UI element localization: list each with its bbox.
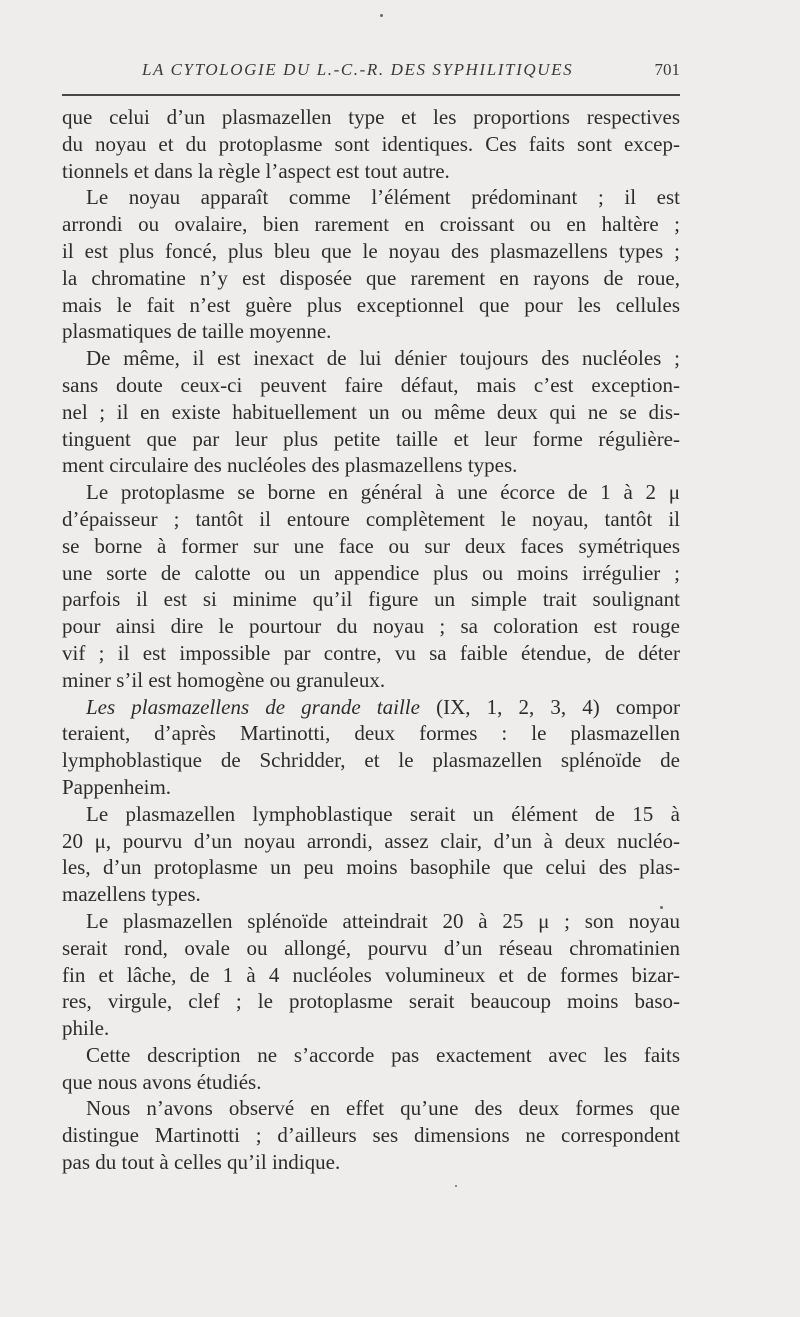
text-line: phile. (62, 1016, 110, 1041)
text-line: serait rond, ovale ou allongé, pourvu d’un réseau chromatinien (62, 935, 680, 960)
text-line: mazellens types. (62, 882, 201, 907)
text-line: teraient, d’après Martinotti, deux formes : le plasmazellen (62, 721, 680, 746)
paragraph-first-line: Le plasmazellen lymphoblastique serait un élément de 15 à (86, 801, 680, 826)
heading-rest: (IX, 1, 2, 3, 4) compor (419, 694, 680, 719)
text-line: arrondi ou ovalaire, bien rarement en croissant ou en haltère ; (62, 212, 680, 237)
paper-speck (455, 1185, 457, 1187)
paragraph-first-line: Cette description ne s’accorde pas exactement avec les faits (86, 1042, 680, 1067)
text-line: la chromatine n’y est disposée que rarement en rayons de roue, (62, 265, 680, 290)
text-line: que celui d’un plasmazellen type et les proportions respectives (62, 105, 680, 129)
running-head (62, 58, 680, 88)
text-line: sans doute ceux-ci peuvent faire défaut, mais c’est exception- (62, 372, 680, 397)
body-text (62, 104, 680, 1176)
paragraph-first-line: Le protoplasme se borne en général à une écorce de 1 à 2 μ (86, 480, 680, 505)
paper-speck (380, 14, 383, 17)
paragraph-first-line: Le plasmazellen splénoïde atteindrait 20 à 25 μ ; son noyau (86, 908, 680, 933)
paragraph-first-line (62, 694, 680, 721)
text-line: nel ; il en existe habituellement un ou même deux qui ne se dis- (62, 399, 680, 424)
text-line: parfois il est si minime qu’il figure un simple trait soulignant (62, 587, 680, 612)
text-line: mais le fait n’est guère plus exceptionnel que pour les cellules (62, 292, 680, 317)
paragraph-first-line: Le noyau apparaît comme l’élément prédominant ; il est (86, 185, 680, 210)
text-line: ment circulaire des nucléoles des plasmazellens types. (62, 453, 518, 478)
text-line: miner s’il est homogène ou granuleux. (62, 667, 386, 692)
text-line: il est plus foncé, plus bleu que le noyau des plasmazellens types ; (62, 238, 680, 263)
text-line: res, virgule, clef ; le protoplasme serait beaucoup moins baso- (62, 989, 680, 1014)
text-line: plasmatiques de taille moyenne. (62, 319, 332, 344)
running-title: LA CYTOLOGIE DU L.-C.-R. DES SYPHILITIQUES (142, 60, 574, 79)
text-line: pas du tout à celles qu’il indique. (62, 1150, 341, 1175)
text-line: tionnels et dans la règle l’aspect est tout autre. (62, 158, 450, 183)
text-line: les, d’un protoplasme un peu moins basophile que celui des plas- (62, 855, 680, 880)
text-line: pour ainsi dire le pourtour du noyau ; sa coloration est rouge (62, 614, 680, 639)
italic-heading: Les plasmazellens de grande taille (86, 694, 420, 719)
text-line: fin et lâche, de 1 à 4 nucléoles volumineux et de formes bizar- (62, 962, 680, 987)
text-line: se borne à former sur une face ou sur deux faces symétriques (62, 533, 680, 558)
page-number: 701 (654, 60, 680, 79)
text-line: d’épaisseur ; tantôt il entoure complètement le noyau, tantôt il (62, 506, 680, 531)
text-line: lymphoblastique de Schridder, et le plasmazellen splénoïde de (62, 748, 680, 773)
header-rule (62, 94, 680, 96)
text-line: distingue Martinotti ; d’ailleurs ses dimensions ne correspondent (62, 1123, 680, 1148)
text-line: tinguent que par leur plus petite taille et leur forme régulière- (62, 426, 680, 451)
text-line: vif ; il est impossible par contre, vu sa faible étendue, de déter (62, 640, 680, 665)
text-line: 20 μ, pourvu d’un noyau arrondi, assez clair, d’un à deux nucléo- (62, 828, 680, 853)
text-line: une sorte de calotte ou un appendice plus ou moins irrégulier ; (62, 560, 680, 585)
text-line: du noyau et du protoplasme sont identiques. Ces faits sont excep- (62, 131, 680, 156)
text-line: Pappenheim. (62, 774, 172, 799)
paper-speck (660, 906, 663, 909)
text-line: que nous avons étudiés. (62, 1069, 262, 1094)
paragraph-first-line: Nous n’avons observé en effet qu’une des deux formes que (86, 1096, 680, 1121)
paragraph-first-line: De même, il est inexact de lui dénier toujours des nucléoles ; (86, 346, 680, 371)
